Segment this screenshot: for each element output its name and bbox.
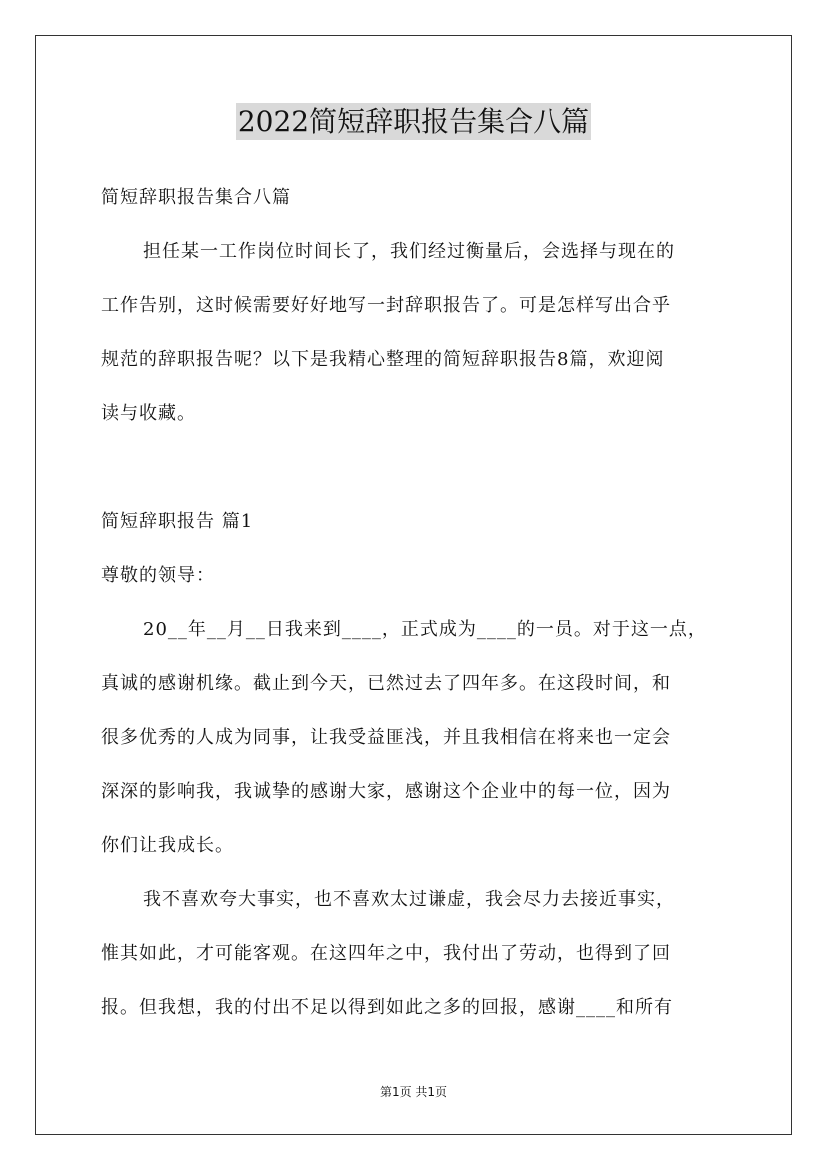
intro-line: 读与收藏。	[101, 403, 196, 424]
body-line: 惟其如此，才可能客观。在这四年之中，我付出了劳动，也得到了回	[101, 943, 671, 964]
body-line: 真诚的感谢机缘。截止到今天，已然过去了四年多。在这段时间，和	[101, 673, 671, 694]
subtitle: 简短辞职报告集合八篇	[101, 187, 291, 208]
intro-line: 工作告别，这时候需要好好地写一封辞职报告了。可是怎样写出合乎	[101, 295, 671, 316]
salutation: 尊敬的领导：	[101, 565, 215, 586]
section-heading: 简短辞职报告 篇1	[101, 511, 254, 532]
body-line: 你们让我成长。	[101, 835, 234, 856]
body-line: 很多优秀的人成为同事，让我受益匪浅，并且我相信在将来也一定会	[101, 727, 671, 748]
intro-line: 规范的辞职报告呢？以下是我精心整理的简短辞职报告8篇，欢迎阅	[101, 349, 665, 370]
body-line: 报。但我想，我的付出不足以得到如此之多的回报，感谢____和所有	[101, 997, 673, 1018]
intro-line: 担任某一工作岗位时间长了，我们经过衡量后，会选择与现在的	[143, 241, 675, 262]
page-footer: 第1页 共1页	[379, 1085, 448, 1099]
title-text: 2022简短辞职报告集合八篇	[237, 105, 590, 138]
body-line: 20__年__月__日我来到____，正式成为____的一员。对于这一点，	[143, 619, 707, 640]
document-title	[0, 100, 827, 140]
body-line: 我不喜欢夸大事实，也不喜欢太过谦虚，我会尽力去接近事实，	[143, 889, 675, 910]
body-line: 深深的影响我，我诚挚的感谢大家，感谢这个企业中的每一位，因为	[101, 781, 671, 802]
